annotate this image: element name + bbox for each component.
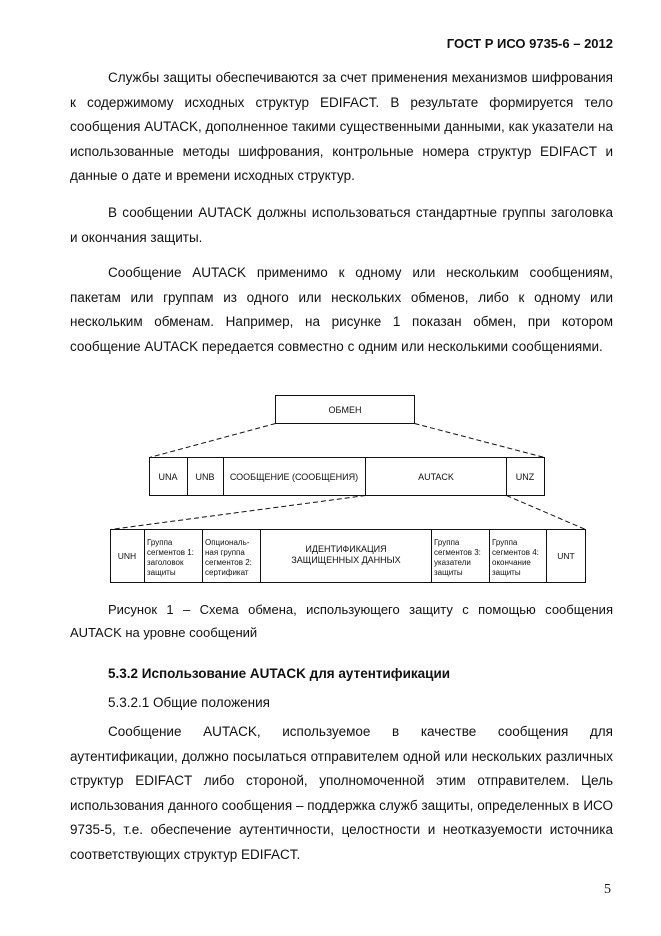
group3-line3: указатели: [434, 558, 471, 567]
exchange-label: ОБМЕН: [328, 405, 362, 415]
security-trailer-group: [492, 538, 539, 577]
group2-line2: ная группа: [205, 548, 245, 557]
messages-label: СООБЩЕНИЕ (СООБЩЕНИЯ): [229, 472, 359, 482]
group3-line1: Группа: [434, 538, 460, 547]
paragraph-security-services: Службы защиты обеспечиваются за счет применения механизмов шифрования к содержимому исходных структур EDIFACT. В результате формируется тело сообщения AUTACK, дополненное такими существенными данными, как указатели на использованные методы шифрования, контрольные номера структур EDIFACT и данные о дате и времени исходных структур.: [70, 70, 613, 183]
ident-line1: ИДЕНТИФИКАЦИЯ: [305, 544, 387, 554]
group1-line1: Группа: [147, 538, 173, 547]
unh-label: UNH: [117, 551, 137, 561]
figure-caption: Рисунок 1 – Схема обмена, использующего защиту с помощью сообщения AUTACK на уровне сообщений: [70, 602, 613, 640]
group4-line3: окончание: [492, 558, 531, 567]
document-header: ГОСТ Р ИСО 9735-6 – 2012: [446, 36, 613, 51]
unt-label: UNT: [557, 551, 575, 561]
certificate-group: [205, 538, 252, 577]
group1-line4: защиты: [147, 568, 176, 577]
section-heading: 5.3.2 Использование AUTACK для аутентификации: [108, 666, 451, 681]
interchange-row: [150, 458, 545, 496]
paragraph-header-trailer: В сообщении AUTACK должны использоваться стандартные группы заголовка и окончания защиты.: [70, 205, 613, 245]
group4-line4: защиты: [492, 568, 521, 577]
exchange-box: [276, 396, 415, 424]
page-number: 5: [604, 882, 611, 897]
group2-line4: сертификат: [205, 568, 249, 577]
paragraph-autack-applicability: Сообщение AUTACK применимо к одному или нескольким сообщениям, пакетам или группам из одного или нескольких обменов, либо к одному или нескольким обменам. Например, на рисунке 1 показан обмен, при котором сообщение AUTACK передается совместно с одним или несколькими сообщениями.: [70, 265, 613, 354]
group1-line2: сегментов 1:: [147, 548, 194, 557]
group4-line1: Группа: [492, 538, 518, 547]
subsection-heading: 5.3.2.1 Общие положения: [108, 695, 270, 710]
group2-line3: сегментов 2:: [205, 558, 252, 567]
group1-line3: заголовок: [147, 558, 184, 567]
autack-label: AUTACK: [418, 472, 454, 482]
group2-line1: Опциональ-: [205, 538, 250, 547]
unb-label: UNB: [195, 472, 215, 482]
ident-line2: ЗАЩИЩЕННЫХ ДАННЫХ: [291, 555, 401, 565]
unz-label: UNZ: [515, 472, 535, 482]
group4-line2: сегментов 4:: [492, 548, 539, 557]
security-references-group: [434, 538, 481, 577]
group3-line2: сегментов 3:: [434, 548, 481, 557]
una-label: UNA: [158, 472, 178, 482]
security-header-group: [147, 538, 194, 577]
group3-line4: защиты: [434, 568, 463, 577]
autack-structure-row: [111, 530, 586, 583]
paragraph-authentication: Сообщение AUTACK, используемое в качестве сообщения для аутентификации, должно посылаться отправителем одной или нескольких различных структур EDIFACT либо стороной, уполномоченной этим отправителем. Цель использования данного сообщения – поддержка служб защиты, определенных в ИСО 9735-5, т.е. обеспечение аутентичности, целостности и неотказуемости источника соответствующих структур EDIFACT.: [70, 724, 613, 862]
